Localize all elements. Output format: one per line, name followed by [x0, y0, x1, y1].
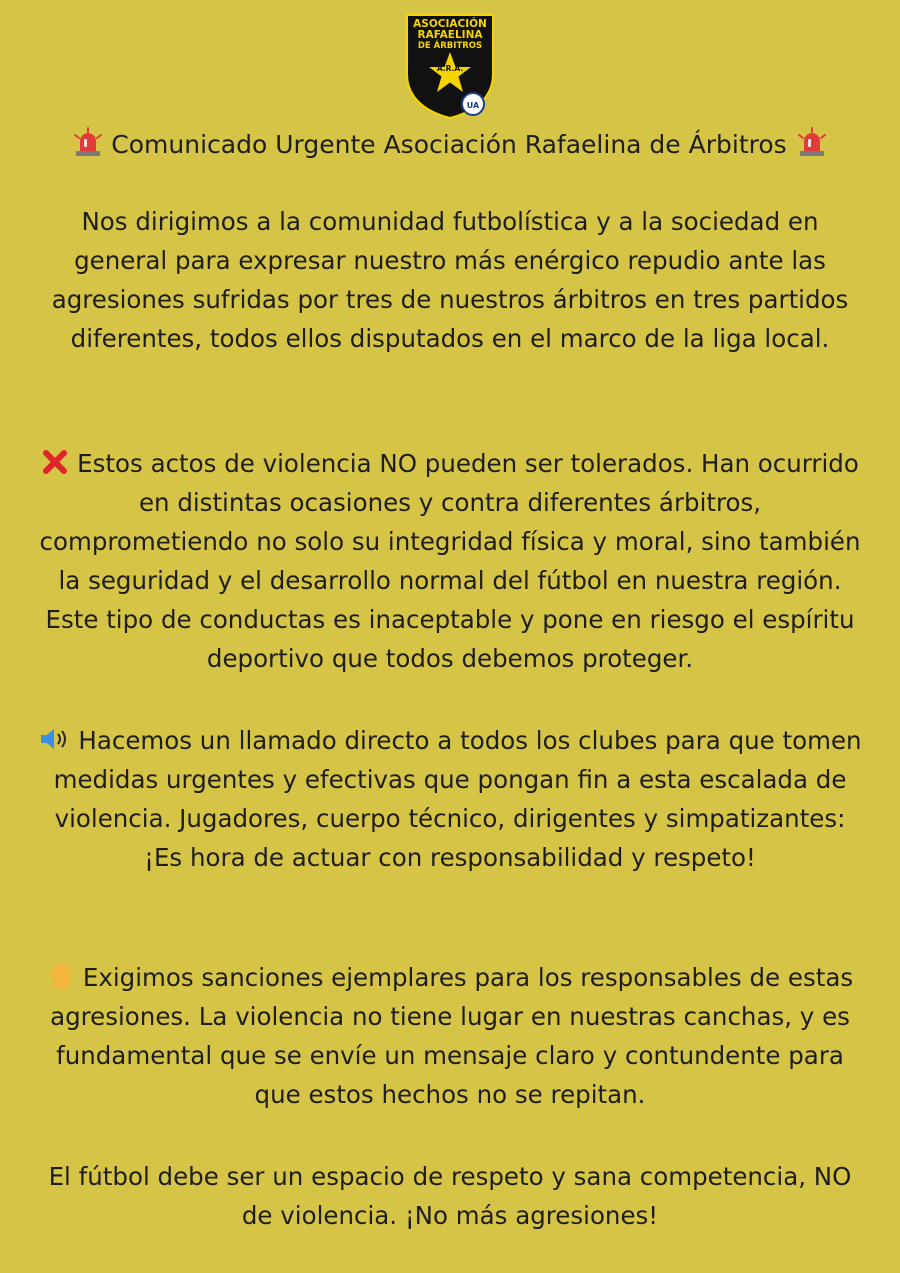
- paragraph-sanctions: [38, 958, 862, 1114]
- paragraph-text: Nos dirigimos a la comunidad futbolística y a la sociedad en general para expresar nuestro más enérgico repudio ante las agresiones sufridas por tres de nuestros árbitros en tres partidos diferentes, todos ellos disputados en el marco de la liga local.: [51, 207, 849, 353]
- page-title: [40, 127, 860, 162]
- rotating-light-icon: [797, 127, 827, 157]
- ara-logo: [404, 12, 496, 120]
- paragraph-text: Estos actos de violencia NO pueden ser tolerados. Han ocurrido en distintas ocasiones y contra diferentes árbitros, comprometiendo no solo su integridad física y moral, sino también la seguridad y el desarrollo normal del fútbol en nuestra región. Este tipo de conductas es inaceptable y pone en riesgo el espíritu deportivo que todos debemos proteger.: [39, 449, 861, 673]
- rotating-light-icon: [73, 127, 103, 157]
- cross-mark-icon: [41, 448, 69, 476]
- title-text: Comunicado Urgente Asociación Rafaelina de Árbitros: [111, 130, 787, 159]
- logo-line-3: DE ÁRBITROS: [417, 41, 483, 51]
- logo-line-1: ASOCIACIÓN: [413, 18, 487, 30]
- paragraph-intro: [38, 202, 862, 358]
- logo-initials: A.R.A.: [436, 64, 464, 73]
- paragraph-violence: [38, 444, 862, 678]
- speaker-icon: [38, 725, 70, 753]
- logo-line-2: RAFAELINA: [417, 29, 483, 41]
- badge-text: UA: [466, 101, 480, 110]
- ara-shield-logo: [404, 12, 496, 120]
- paragraph-closing: [38, 1157, 862, 1235]
- raised-hand-icon: [47, 960, 75, 990]
- paragraph-text: Exigimos sanciones ejemplares para los responsables de estas agresiones. La violencia no tiene lugar en nuestras canchas, y es fundamental que se envíe un mensaje claro y contundente para que estos hechos no se repitan.: [50, 963, 854, 1109]
- paragraph-call: [38, 721, 862, 877]
- paragraph-text: El fútbol debe ser un espacio de respeto y sana competencia, NO de violencia. ¡No más agresiones!: [48, 1162, 852, 1230]
- paragraph-text: Hacemos un llamado directo a todos los clubes para que tomen medidas urgentes y efectivas que pongan fin a esta escalada de violencia. Jugadores, cuerpo técnico, dirigentes y simpatizantes: ¡Es hora de actuar con responsabilidad y respeto!: [53, 726, 862, 872]
